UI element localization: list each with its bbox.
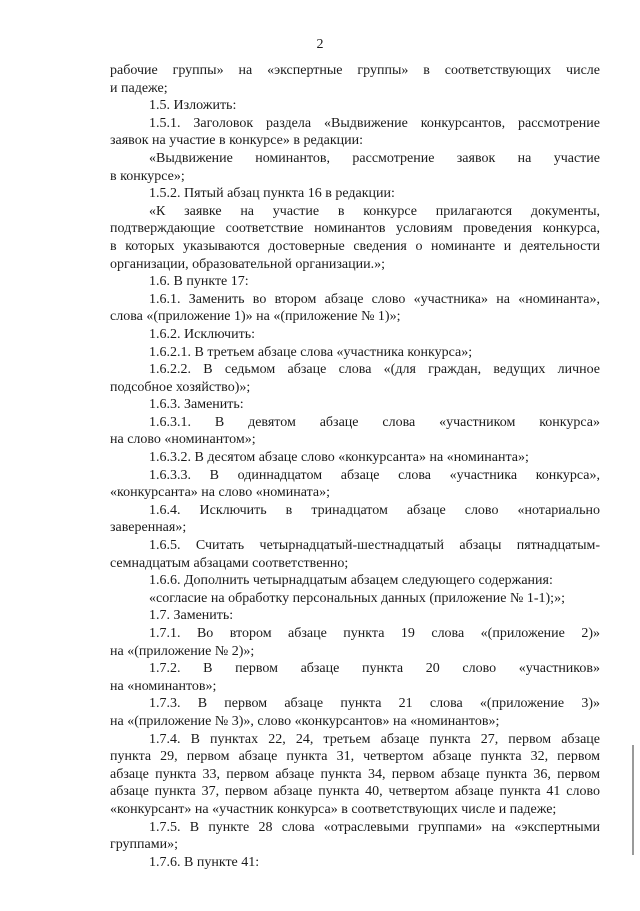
text-line: слова «(приложение 1)» на «(приложение № 1)»;: [110, 309, 401, 325]
text-line: 1.5.2. Пятый абзац пункта 16 в редакции:: [149, 186, 395, 202]
text-line: 1.6.6. Дополнить четырнадцатым абзацем следующего содержания:: [149, 573, 553, 589]
text-line: 1.6.4. Исключить в тринадцатом абзаце слово «нотариально: [149, 502, 600, 518]
text-line: рабочие группы» на «экспертные группы» в соответствующих числе: [110, 63, 600, 78]
text-line: организации, образовательной организации.»;: [110, 256, 385, 272]
text-line: абзаце пункта 37, первом абзаце пункта 40, четвертом абзаце пункта 41 слово: [110, 784, 600, 800]
text-line: 1.6.2.1. В третьем абзаце слова «участника конкурса»;: [149, 344, 473, 360]
document-body: [110, 62, 600, 871]
text-line: 1.5.1. Заголовок раздела «Выдвижение конкурсантов, рассмотрение: [149, 115, 600, 131]
text-line: заверенная»;: [110, 520, 187, 536]
scan-edge-mark: [632, 745, 634, 855]
text-line: группами»;: [110, 837, 178, 853]
text-line: 1.6.3. Заменить:: [149, 397, 244, 413]
text-line: 1.6.5. Считать четырнадцатый-шестнадцатый абзацы пятнадцатым-: [149, 538, 600, 554]
text-line: заявок на участие в конкурсе» в редакции:: [110, 133, 364, 149]
text-line: «К заявке на участие в конкурсе прилагаются документы,: [149, 203, 600, 219]
page-number: 2: [316, 37, 324, 52]
text-line: подсобное хозяйство)»;: [110, 379, 251, 395]
text-line: подтверждающие соответствие номинантов условиям проведения конкурса,: [110, 221, 600, 237]
text-line: «согласие на обработку персональных данных (приложение № 1-1);»;: [149, 590, 565, 606]
text-line: семнадцатым абзацами соответственно;: [110, 555, 349, 571]
text-line: в которых указываются достоверные сведения о номинанте и деятельности: [110, 238, 600, 254]
text-line: 1.7.5. В пункте 28 слова «отраслевыми группами» на «экспертными: [149, 819, 600, 835]
text-line: 1.6.3.1. В девятом абзаце слова «участником конкурса»: [149, 414, 600, 430]
text-line: 1.6.3.2. В десятом абзаце слово «конкурсанта» на «номинанта»;: [149, 450, 529, 466]
text-line: 1.7.3. В первом абзаце пункта 21 слова «(приложение 3)»: [149, 696, 600, 712]
text-line: 1.6. В пункте 17:: [149, 274, 249, 290]
text-line: «конкурсант» на «участник конкурса» в соответствующих числе и падеже;: [110, 801, 557, 817]
text-line: 1.6.2.2. В седьмом абзаце слова «(для граждан, ведущих личное: [149, 362, 600, 378]
text-line: на «(приложение № 3)», слово «конкурсантов» на «номинантов»;: [110, 713, 500, 729]
text-line: 1.5. Изложить:: [149, 98, 237, 114]
text-line: абзаце пункта 33, первом абзаце пункта 34, первом абзаце пункта 36, первом: [110, 766, 600, 782]
text-line: 1.7.1. Во втором абзаце пункта 19 слова «(приложение 2)»: [149, 626, 600, 641]
text-line: на слово «номинантом»;: [110, 432, 256, 448]
text-line: 1.7. Заменить:: [149, 608, 234, 624]
text-line: 1.7.4. В пунктах 22, 24, третьем абзаце пункта 27, первом абзаце: [149, 731, 600, 747]
text-line: на «(приложение № 2)»;: [110, 643, 255, 659]
text-line: 1.6.2. Исключить:: [149, 326, 255, 342]
text-line: и падеже;: [110, 80, 168, 96]
text-line: «Выдвижение номинантов, рассмотрение заявок на участие: [149, 150, 600, 166]
text-line: в конкурсе»;: [110, 168, 185, 184]
text-line: 1.7.6. В пункте 41:: [149, 854, 260, 870]
text-line: на «номинантов»;: [110, 678, 217, 694]
text-line: пункта 29, первом абзаце пункта 31, четвертом абзаце пункта 32, первом: [110, 749, 600, 765]
text-line: 1.7.2. В первом абзаце пункта 20 слово «участников»: [149, 661, 600, 677]
text-line: «конкурсанта» на слово «номината»;: [110, 485, 331, 501]
text-line: 1.6.3.3. В одиннадцатом абзаце слова «участника конкурса»,: [149, 467, 600, 483]
text-line: 1.6.1. Заменить во втором абзаце слово «участника» на «номинанта»,: [149, 291, 600, 307]
